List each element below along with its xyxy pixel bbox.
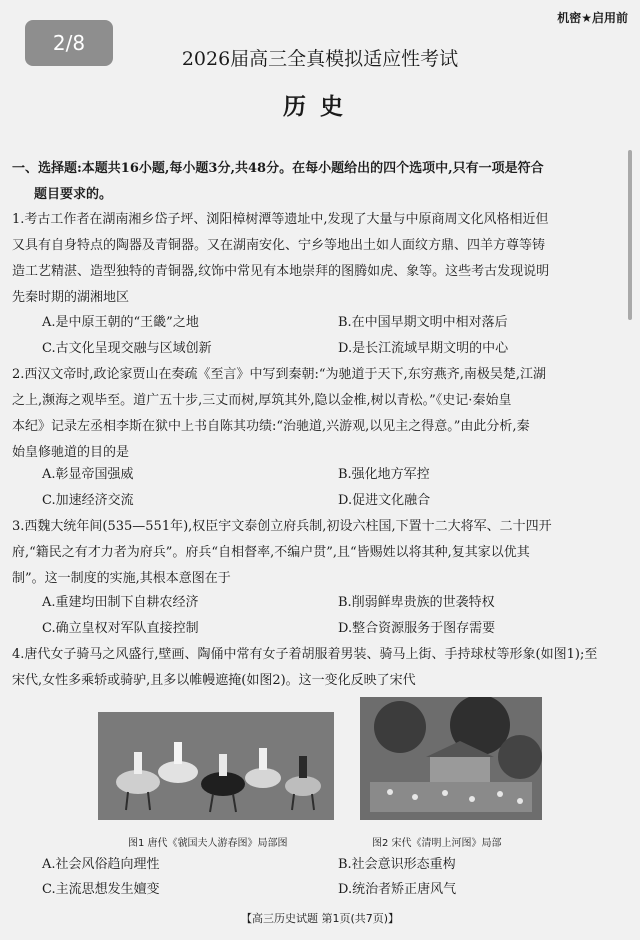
question-2-option-d[interactable]: D.促进文化融合 [338, 493, 431, 508]
figure-2-painting [360, 697, 542, 820]
question-1-line: 1.考古工作者在湖南湘乡岱子坪、浏阳樟树潭等遗址中,发现了大量与中原商周文化风格相近但 [12, 212, 549, 227]
exam-title: 2026届高三全真模拟适应性考试 [181, 48, 459, 70]
question-1-line: 造工艺精湛、造型独特的青铜器,纹饰中常见有本地崇拜的图腾如虎、象等。这些考古发现说明 [12, 264, 550, 279]
question-3-line: 3.西魏大统年间(535—551年),权臣宇文泰创立府兵制,初设六柱国,下置十二大将军、二十四开 [12, 519, 552, 534]
question-2-line: 2.西汉文帝时,政论家贾山在奏疏《至言》中写到秦朝:“为驰道于天下,东穷燕齐,南极吴楚,江湖 [12, 367, 546, 382]
question-3-line: 府,“籍民之有才力者为府兵”。府兵“自相督率,不编户贯”,且“皆赐姓以将其种,复其家以优其 [12, 545, 530, 560]
question-2-option-c[interactable]: C.加速经济交流 [42, 493, 134, 508]
section-heading: 一、选择题:本题共16小题,每小题3分,共48分。在每小题给出的四个选项中,只有一项是符合 [12, 161, 544, 176]
question-4-option-d[interactable]: D.统治者矫正唐风气 [338, 882, 457, 897]
street-scene-illustration [360, 697, 542, 820]
page-footer: 【高三历史试题 第1页(共7页)】 [240, 912, 400, 925]
question-4-line: 宋代,女性多乘轿或骑驴,且多以帷幔遮掩(如图2)。这一变化反映了宋代 [12, 673, 416, 688]
question-1-option-b[interactable]: B.在中国早期文明中相对落后 [338, 315, 508, 330]
figure-1-painting [98, 712, 334, 820]
question-2-line: 之上,濒海之观毕至。道广五十步,三丈而树,厚筑其外,隐以金椎,树以青松。”《史记·秦始皇 [12, 393, 512, 408]
question-2-line: 本纪》记录左丞相李斯在狱中上书自陈其功绩:“治驰道,兴游观,以见主之得意。”由此分析,秦 [12, 419, 530, 434]
subject-title: 历史 [283, 93, 357, 120]
confidential-mark: 机密★启用前 [557, 11, 628, 25]
figure-2-caption: 图2 宋代《清明上河图》局部 [372, 838, 502, 849]
horse-riders-illustration [98, 712, 334, 820]
question-4-option-b[interactable]: B.社会意识形态重构 [338, 857, 456, 872]
question-3-line: 制”。这一制度的实施,其根本意图在于 [12, 571, 231, 586]
question-3-option-d[interactable]: D.整合资源服务于图存需要 [338, 621, 496, 636]
question-4-option-c[interactable]: C.主流思想发生嬗变 [42, 882, 160, 897]
question-2-line: 始皇修驰道的目的是 [12, 445, 130, 460]
question-1-option-d[interactable]: D.是长江流域早期文明的中心 [338, 341, 509, 356]
question-1-line: 先秦时期的湖湘地区 [12, 290, 130, 305]
question-2-option-a[interactable]: A.彰显帝国强威 [42, 467, 134, 482]
question-3-option-b[interactable]: B.削弱鲜卑贵族的世袭特权 [338, 595, 495, 610]
question-1-option-c[interactable]: C.古文化呈现交融与区域创新 [42, 341, 212, 356]
question-4-line: 4.唐代女子骑马之风盛行,壁画、陶俑中常有女子着胡服着男装、骑马上街、手持球杖等形象(如图1);至 [12, 647, 598, 662]
page-badge: 2/8 [25, 20, 113, 66]
question-4-option-a[interactable]: A.社会风俗趋向理性 [42, 857, 160, 872]
question-2-option-b[interactable]: B.强化地方军控 [338, 467, 430, 482]
question-1-line: 又具有自身特点的陶器及青铜器。又在湖南安化、宁乡等地出土如人面纹方鼎、四羊方尊等铸 [12, 238, 546, 253]
figure-1-caption: 图1 唐代《虢国夫人游春图》局部图 [128, 838, 288, 849]
section-heading-cont: 题目要求的。 [34, 187, 113, 202]
question-1-option-a[interactable]: A.是中原王朝的“王畿”之地 [42, 315, 199, 330]
question-3-option-c[interactable]: C.确立皇权对军队直接控制 [42, 621, 199, 636]
question-3-option-a[interactable]: A.重建均田制下自耕农经济 [42, 595, 199, 610]
